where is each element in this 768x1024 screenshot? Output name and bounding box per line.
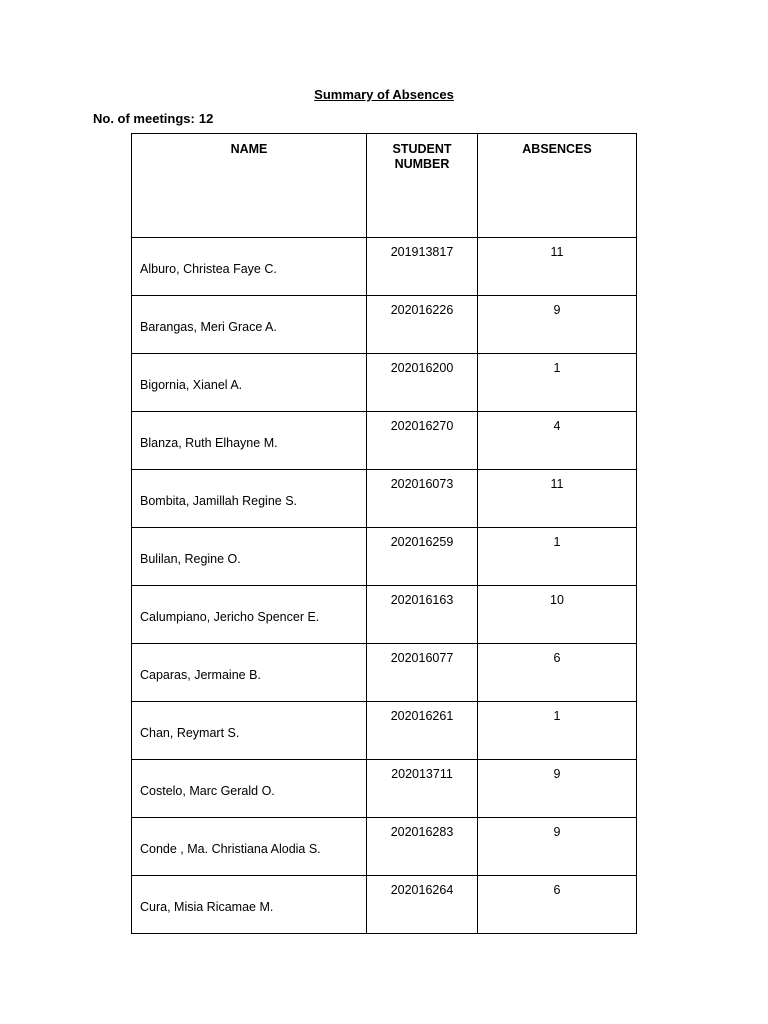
student-name: Calumpiano, Jericho Spencer E.	[132, 586, 367, 644]
student-name: Alburo, Christea Faye C.	[132, 238, 367, 296]
table-row	[132, 644, 637, 702]
absence-count: 1	[478, 528, 637, 586]
header-name: NAME	[132, 134, 367, 238]
student-number: 202016283	[367, 818, 478, 876]
student-name: Caparas, Jermaine B.	[132, 644, 367, 702]
header-absences: ABSENCES	[478, 134, 637, 238]
table-row	[132, 760, 637, 818]
student-name: Bigornia, Xianel A.	[132, 354, 367, 412]
table-row	[132, 412, 637, 470]
student-number: 202016261	[367, 702, 478, 760]
table-row	[132, 470, 637, 528]
student-name: Cura, Misia Ricamae M.	[132, 876, 367, 934]
student-name: Conde , Ma. Christiana Alodia S.	[132, 818, 367, 876]
absence-count: 1	[478, 354, 637, 412]
table-row	[132, 296, 637, 354]
absence-count: 11	[478, 238, 637, 296]
student-number: 202016264	[367, 876, 478, 934]
student-name: Bulilan, Regine O.	[132, 528, 367, 586]
absence-count: 11	[478, 470, 637, 528]
header-student-number-line2: NUMBER	[394, 157, 450, 171]
table-row	[132, 586, 637, 644]
absence-count: 6	[478, 644, 637, 702]
document-title: Summary of Absences	[314, 87, 454, 102]
absence-count: 9	[478, 760, 637, 818]
header-student-number	[367, 134, 478, 238]
absence-count: 1	[478, 702, 637, 760]
absence-count: 4	[478, 412, 637, 470]
student-number: 202016226	[367, 296, 478, 354]
header-student-number-line1: STUDENT	[392, 142, 452, 156]
absence-count: 6	[478, 876, 637, 934]
student-number: 202013711	[367, 760, 478, 818]
student-name: Costelo, Marc Gerald O.	[132, 760, 367, 818]
table-row	[132, 238, 637, 296]
meetings-value: 12	[198, 111, 214, 126]
student-number: 202016259	[367, 528, 478, 586]
student-number: 201913817	[367, 238, 478, 296]
student-number: 202016073	[367, 470, 478, 528]
absence-count: 10	[478, 586, 637, 644]
table-row	[132, 876, 637, 934]
table-row	[132, 702, 637, 760]
student-name: Blanza, Ruth Elhayne M.	[132, 412, 367, 470]
student-number: 202016200	[367, 354, 478, 412]
table-header-row	[132, 134, 637, 238]
student-name: Barangas, Meri Grace A.	[132, 296, 367, 354]
meetings-label: No. of meetings:	[93, 111, 195, 126]
student-name: Chan, Reymart S.	[132, 702, 367, 760]
student-number: 202016163	[367, 586, 478, 644]
table-row	[132, 528, 637, 586]
student-name: Bombita, Jamillah Regine S.	[132, 470, 367, 528]
absence-count: 9	[478, 296, 637, 354]
absence-count: 9	[478, 818, 637, 876]
absences-table	[131, 133, 637, 934]
student-number: 202016270	[367, 412, 478, 470]
table-row	[132, 818, 637, 876]
student-number: 202016077	[367, 644, 478, 702]
table-row	[132, 354, 637, 412]
meetings-count	[93, 111, 213, 126]
